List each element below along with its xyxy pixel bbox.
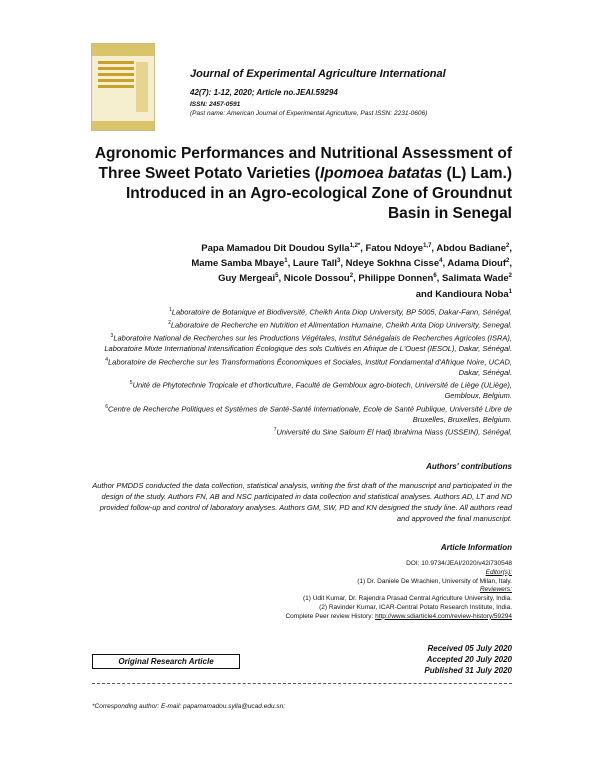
author: Salimata Wade$^2$ bbox=[441, 273, 512, 285]
affiliation: $^7$Université du Sine Saloum El Hadj Ibrahima Niass (USSEIN), Sénégal. bbox=[273, 427, 512, 437]
corresponding-author-footnote: *Corresponding author: E-mail: papamamadou.sylla@ucad.edu.sn; bbox=[92, 703, 286, 710]
doi: DOI: 10.9734/JEAI/2020/v42i730548 bbox=[406, 560, 512, 567]
journal-title: Journal of Experimental Agriculture International bbox=[190, 68, 446, 80]
footnote-divider bbox=[92, 683, 512, 684]
affiliation: $^2$Laboratoire de Recherche en Nutrition et Alimentation Humaine, Cheikh Anta Diop University, Senegal. bbox=[168, 320, 512, 330]
published-date: Published 31 July 2020 bbox=[424, 666, 512, 675]
author: Philippe Donnen$^6$, bbox=[358, 273, 442, 285]
author: Mame Samba Mbaye$^1$, bbox=[191, 258, 293, 270]
accepted-date: Accepted 20 July 2020 bbox=[426, 655, 512, 664]
editor-entry: (1) Dr. Daniele De Wrachien, University of Milan, Italy. bbox=[357, 577, 512, 585]
author-list bbox=[92, 240, 512, 301]
affiliation-list bbox=[92, 305, 512, 438]
affiliation: $^3$Laboratoire National de Recherches sur les Productions Végétales, Institut Sénégalais de Recherches Agricoles (ISRA), Laboratoire Mixte International Intensification Écologique des sols Cultivés en Afrique de L'Ouest (IESOL), Dakar, Sénégal. bbox=[104, 333, 512, 353]
paper-title: Agronomic Performances and Nutritional Assessment of Three Sweet Potato Varieties (Ipomoea batatas (L) Lam.) Introduced in an Agro-ecological Zone of Groundnut Basin in Senegal bbox=[94, 145, 512, 222]
author: Papa Mamadou Dit Doudou Sylla$^{1,2*}$, bbox=[201, 243, 366, 255]
affiliation: $^5$Unité de Phytotechnie Tropicale et d'horticulture, Faculté de Gembloux agro-biotech, Université de Liège (ULiège), Gembloux, Belgium. bbox=[129, 380, 512, 400]
reviewer-entry: (1) Udit Kumar, Dr. Rajendra Prasad Central Agriculture University, India. bbox=[302, 595, 512, 603]
review-history: Complete Peer review History: http://www.sdiarticle4.com/review-history/59294 bbox=[285, 612, 512, 620]
contributions-heading: Authors' contributions bbox=[426, 462, 512, 471]
author: Fatou Ndoye$^{1,7}$, bbox=[365, 243, 437, 255]
article-info-heading: Article Information bbox=[440, 543, 512, 552]
author: Nicole Dossou$^2$, bbox=[283, 273, 359, 285]
article-dates bbox=[312, 643, 512, 676]
editors-label: Editor(s): bbox=[485, 568, 512, 576]
author: Adama Diouf$^2$, bbox=[447, 258, 512, 270]
author: and Kandioura Noba$^1$ bbox=[415, 288, 512, 300]
affiliation: $^4$Laboratoire de Recherche sur les Transformations Économiques et Sociales, Institut Fondamental d'Afrique Noire, UCAD, Dakar, Sénégal. bbox=[105, 356, 512, 377]
reviewers-label: Reviewers: bbox=[479, 586, 512, 594]
author: Guy Mergeai$^5$, bbox=[218, 273, 284, 285]
article-info bbox=[92, 560, 512, 622]
contributions-text: Author PMDDS conducted the data collection, statistical analysis, writing the first draft of the manuscript and participated in the design of the study. Authors FN, AB and NSC participated in data collection and statistical analyses. Authors AD, LT and ND provided follow-up and control of laboratory analyses. Authors GM, SW, PD and KN designed the study line. All authors read and approved the final manuscript. bbox=[92, 481, 512, 523]
affiliation: $^1$Laboratoire de Botanique et Biodiversité, Cheikh Anta Diop University, BP 5005, Dakar-Fann, Sénégal. bbox=[169, 307, 512, 317]
author: Abdou Badiane$^2$, bbox=[436, 243, 512, 255]
species-name: Ipomoea batatas bbox=[319, 165, 443, 182]
affiliation: $^6$Centre de Recherche Politiques et Systèmes de Santé-Santé Internationale, Ecole de Santé Publique, Université Libre de Bruxelles, Bruxelles, Belgium. bbox=[105, 403, 512, 424]
journal-cover-image bbox=[91, 43, 155, 131]
journal-volume: 42(7): 1-12, 2020; Article no.JEAI.59294 bbox=[190, 88, 338, 97]
author: Laure Tall$^3$, bbox=[292, 258, 346, 270]
author: Ndeye Sokhna Cisse$^4$, bbox=[345, 258, 448, 270]
review-history-link[interactable]: http://www.sdiarticle4.com/review-history/59294 bbox=[375, 612, 512, 620]
received-date: Received 05 July 2020 bbox=[427, 644, 512, 653]
article-type-badge: Original Research Article bbox=[92, 654, 240, 669]
journal-issn: ISSN: 2457-0591 bbox=[190, 101, 241, 108]
reviewer-entry: (2) Ravinder Kumar, ICAR-Central Potato Research Institute, India. bbox=[319, 603, 512, 611]
journal-past-name: (Past name: American Journal of Experimental Agriculture, Past ISSN: 2231-0606) bbox=[190, 110, 428, 117]
